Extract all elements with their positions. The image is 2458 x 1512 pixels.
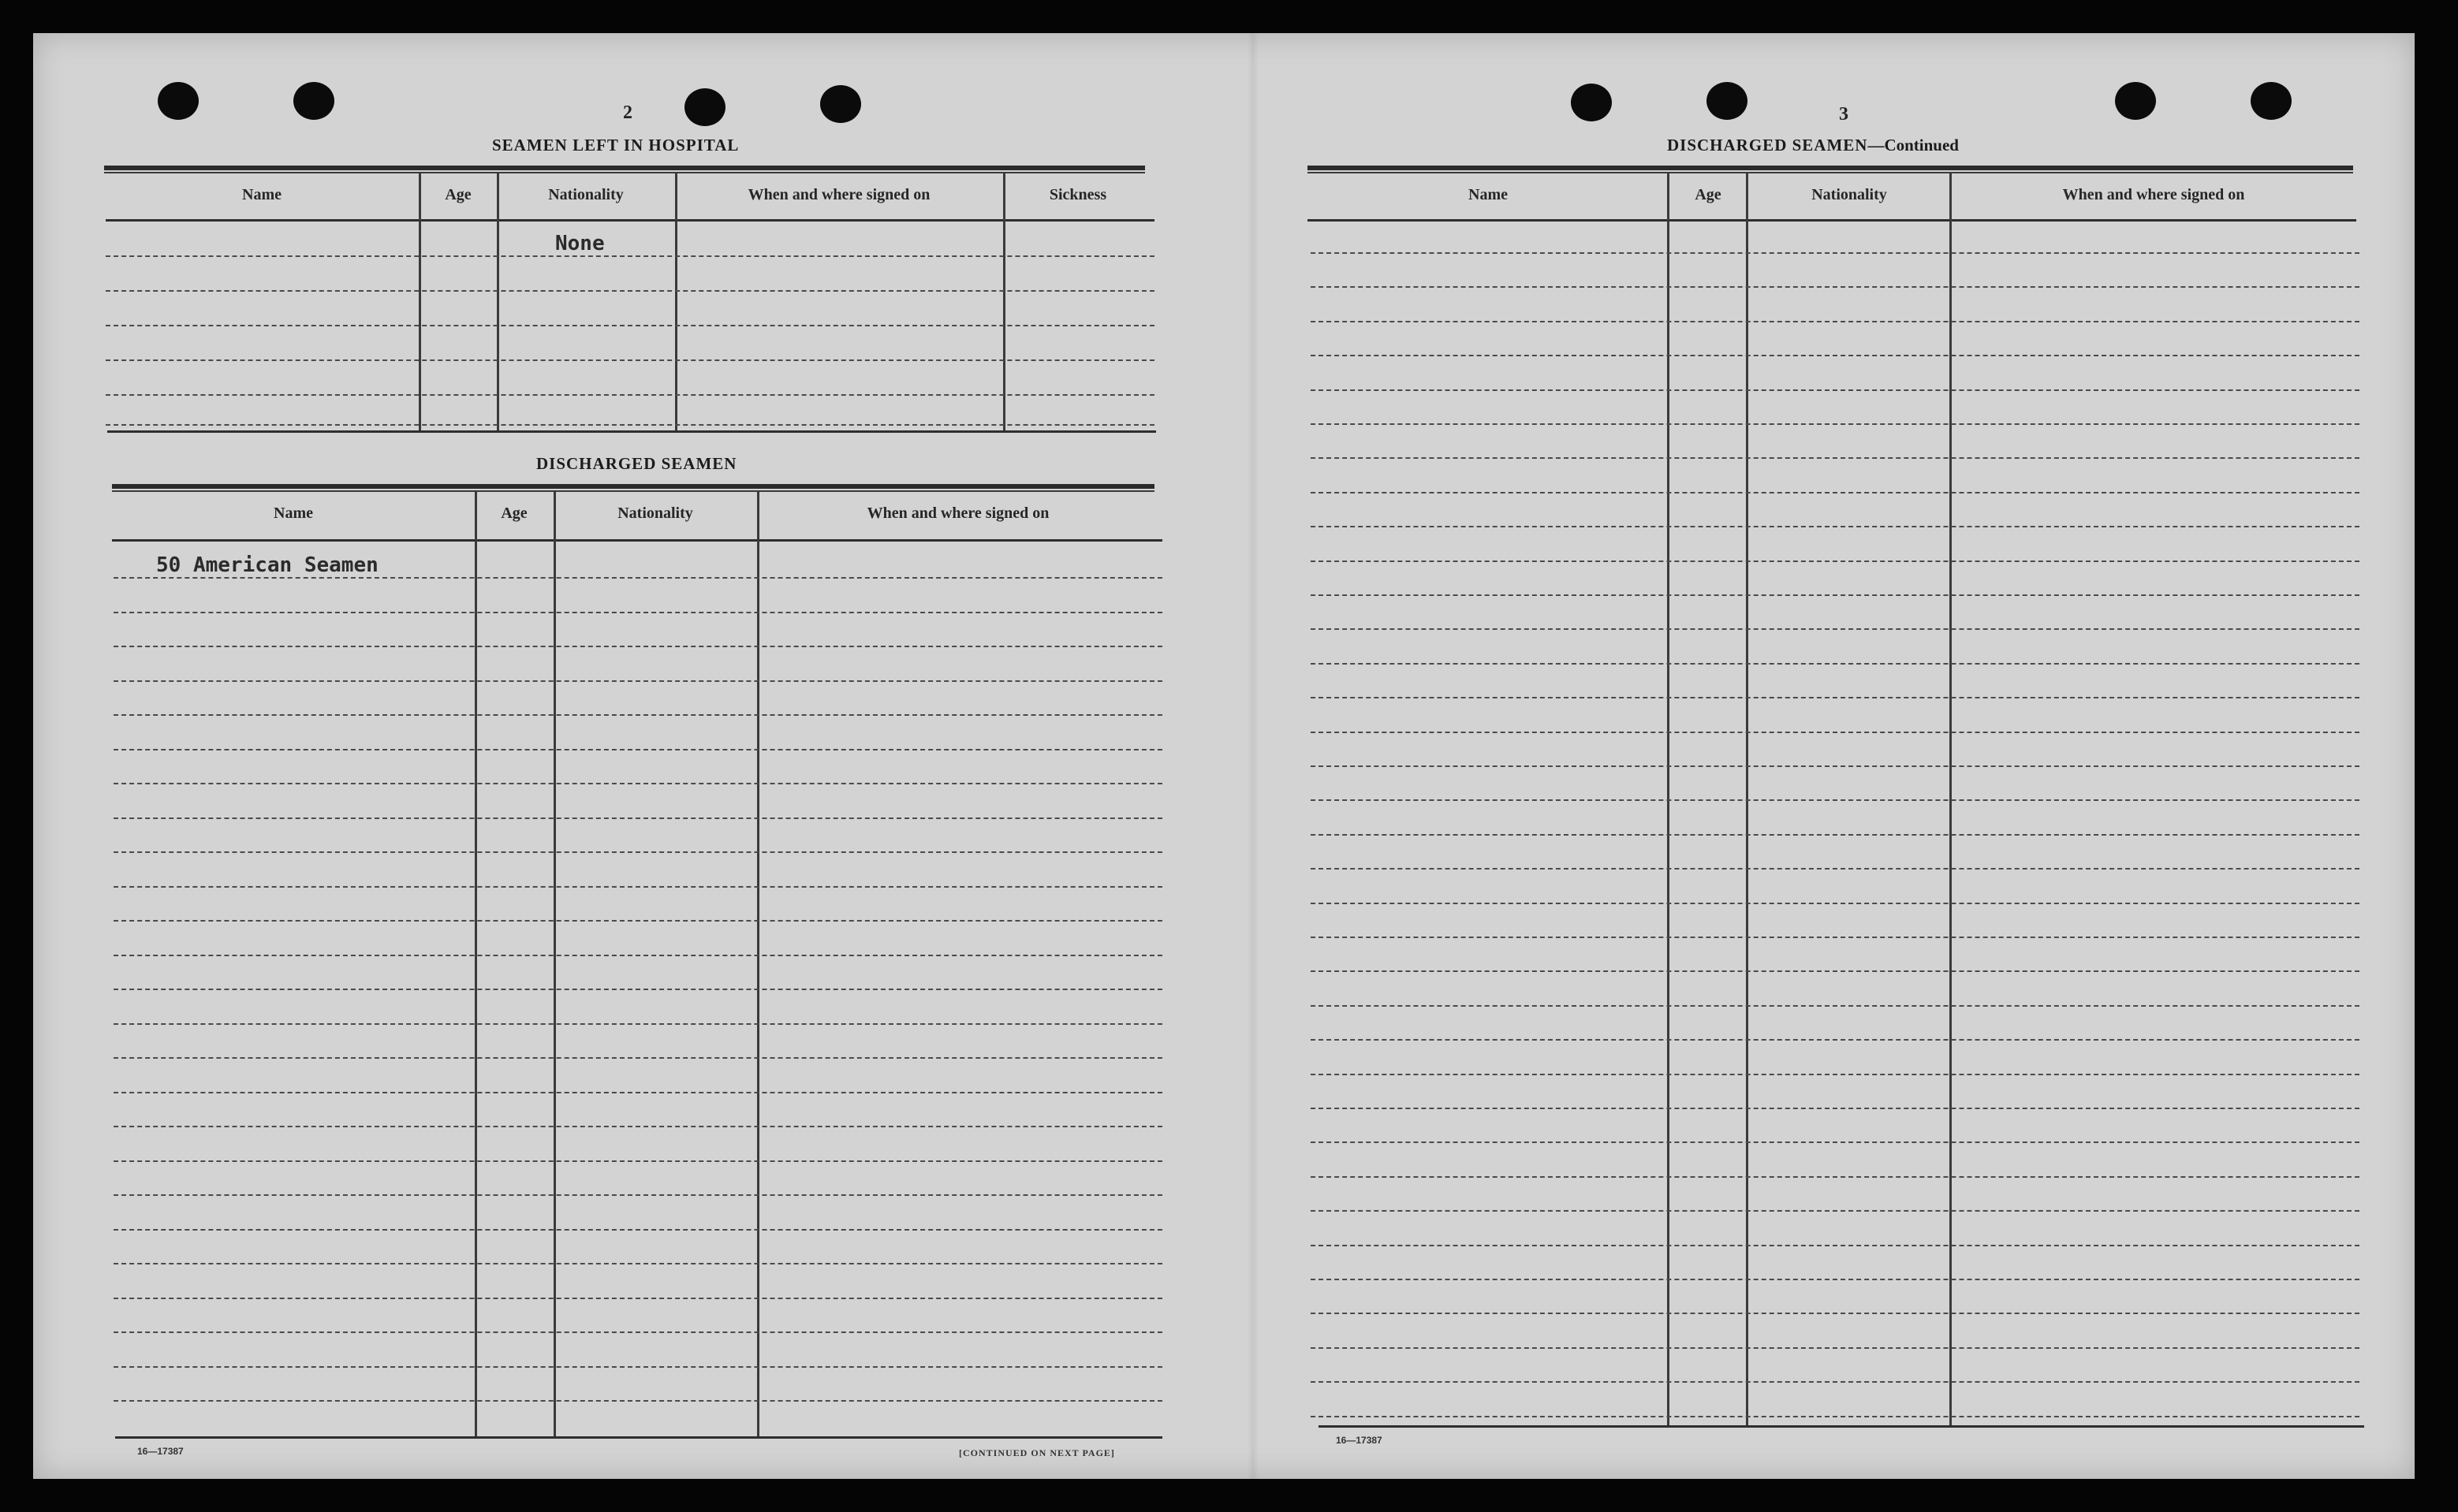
- table-row-line: [114, 1298, 1162, 1299]
- right-bottom-rule: [1319, 1425, 2364, 1428]
- column-header-age: Age: [501, 505, 528, 522]
- table-row-line: [1311, 355, 2359, 356]
- table-row-line: [1311, 492, 2359, 493]
- discharged-first-entry: 50 American Seamen: [156, 553, 379, 577]
- column-divider: [497, 173, 499, 432]
- right-top-rule: [1307, 166, 2353, 170]
- hospital-top-rule: [104, 166, 1145, 170]
- document-sheet: [33, 33, 2415, 1479]
- table-row-line: [114, 646, 1162, 647]
- table-row-line: [114, 680, 1162, 682]
- table-row-line: [1311, 389, 2359, 391]
- table-row-line: [114, 1229, 1162, 1231]
- table-row-line: [1311, 1176, 2359, 1178]
- right-header-rule: [1307, 219, 2356, 222]
- column-header-age: Age: [1695, 186, 1721, 203]
- column-divider: [757, 492, 759, 1438]
- table-row-line: [1311, 903, 2359, 904]
- table-row-line: [1311, 628, 2359, 630]
- punch-hole: [293, 82, 334, 120]
- table-row-line: [1311, 594, 2359, 596]
- hospital-row-line: [106, 255, 1154, 257]
- table-row-line: [114, 955, 1162, 956]
- table-row-line: [1311, 1279, 2359, 1280]
- column-header-name: Name: [274, 505, 313, 522]
- title-suffix: —Continued: [1867, 136, 1959, 155]
- hospital-row-line: [106, 359, 1154, 361]
- column-header-sickness: Sickness: [1049, 186, 1107, 203]
- punch-hole: [1706, 82, 1747, 120]
- hospital-row-line: [106, 394, 1154, 396]
- right-top-rule-thin: [1307, 172, 2353, 173]
- discharged-top-rule: [112, 484, 1154, 489]
- punch-hole: [684, 88, 725, 126]
- hospital-row-line: [106, 424, 1154, 426]
- form-number: 16—17387: [137, 1446, 184, 1457]
- column-header-nationality: Nationality: [1811, 186, 1887, 203]
- table-row-line: [114, 577, 1162, 579]
- table-row-line: [1311, 1416, 2359, 1417]
- column-header-nationality: Nationality: [548, 186, 624, 203]
- column-divider: [419, 173, 421, 432]
- discharged-bottom-rule: [115, 1436, 1162, 1439]
- table-row-line: [1311, 1108, 2359, 1109]
- table-row-line: [114, 1160, 1162, 1162]
- column-header-signed-on: When and where signed on: [2062, 186, 2245, 203]
- table-row-line: [114, 1263, 1162, 1264]
- table-row-line: [1311, 1039, 2359, 1041]
- table-row-line: [1311, 526, 2359, 527]
- table-row-line: [1311, 697, 2359, 698]
- table-row-line: [1311, 1074, 2359, 1075]
- table-row-line: [114, 1366, 1162, 1368]
- column-header-age: Age: [445, 186, 472, 203]
- table-row-line: [1311, 423, 2359, 425]
- table-row-line: [114, 886, 1162, 888]
- column-divider: [675, 173, 677, 432]
- table-row-line: [114, 1194, 1162, 1196]
- table-row-line: [114, 989, 1162, 990]
- table-row-line: [1311, 868, 2359, 870]
- table-row-line: [1311, 1245, 2359, 1246]
- title-main: DISCHARGED SEAMEN: [1667, 136, 1868, 155]
- table-row-line: [114, 783, 1162, 784]
- table-row-line: [114, 612, 1162, 613]
- discharged-top-rule-thin: [112, 490, 1154, 492]
- table-row-line: [1311, 252, 2359, 254]
- table-row-line: [1311, 765, 2359, 767]
- punch-hole: [2251, 82, 2292, 120]
- table-row-line: [1311, 1210, 2359, 1212]
- table-row-line: [1311, 799, 2359, 801]
- table-row-line: [1311, 321, 2359, 322]
- punch-hole: [820, 85, 861, 123]
- hospital-row-line: [106, 290, 1154, 292]
- table-row-line: [114, 1057, 1162, 1059]
- table-row-line: [1311, 1141, 2359, 1143]
- table-row-line: [114, 1400, 1162, 1402]
- punch-hole: [158, 82, 199, 120]
- hospital-nationality-entry: None: [555, 232, 605, 255]
- discharged-section-title: DISCHARGED SEAMEN: [536, 454, 737, 473]
- table-row-line: [114, 749, 1162, 750]
- table-row-line: [1311, 457, 2359, 459]
- table-row-line: [1311, 732, 2359, 733]
- page-fold: [1248, 33, 1259, 1479]
- page-number: 3: [1839, 104, 1848, 125]
- table-row-line: [1311, 970, 2359, 972]
- table-row-line: [114, 851, 1162, 853]
- table-row-line: [114, 1126, 1162, 1127]
- discharged-header-rule: [112, 539, 1162, 542]
- punch-hole: [2115, 82, 2156, 120]
- column-divider: [554, 492, 556, 1438]
- punch-hole: [1571, 84, 1612, 121]
- table-row-line: [1311, 663, 2359, 665]
- column-header-nationality: Nationality: [617, 505, 693, 522]
- column-divider: [475, 492, 477, 1438]
- table-row-line: [1311, 834, 2359, 836]
- column-header-signed-on: When and where signed on: [867, 505, 1050, 522]
- discharged-continued-title: [1667, 136, 1959, 155]
- table-row-line: [1311, 937, 2359, 938]
- table-row-line: [1311, 560, 2359, 562]
- column-header-name: Name: [242, 186, 282, 203]
- continued-note: [CONTINUED ON NEXT PAGE]: [959, 1447, 1115, 1458]
- hospital-top-rule-thin: [104, 172, 1145, 173]
- hospital-bottom-rule: [107, 430, 1156, 433]
- table-row-line: [114, 920, 1162, 922]
- table-row-line: [114, 714, 1162, 716]
- table-row-line: [1311, 286, 2359, 288]
- table-row-line: [114, 1092, 1162, 1093]
- hospital-section-title: SEAMEN LEFT IN HOSPITAL: [492, 136, 740, 155]
- table-row-line: [114, 1331, 1162, 1333]
- column-header-signed-on: When and where signed on: [748, 186, 931, 203]
- form-number: 16—17387: [1336, 1435, 1382, 1446]
- table-row-line: [114, 817, 1162, 819]
- hospital-row-line: [106, 325, 1154, 326]
- column-header-name: Name: [1468, 186, 1508, 203]
- table-row-line: [114, 1023, 1162, 1025]
- page-number: 2: [623, 102, 632, 123]
- table-row-line: [1311, 1313, 2359, 1314]
- table-row-line: [1311, 1347, 2359, 1349]
- hospital-header-rule: [106, 219, 1154, 222]
- table-row-line: [1311, 1381, 2359, 1383]
- table-row-line: [1311, 1005, 2359, 1007]
- column-divider: [1003, 173, 1005, 432]
